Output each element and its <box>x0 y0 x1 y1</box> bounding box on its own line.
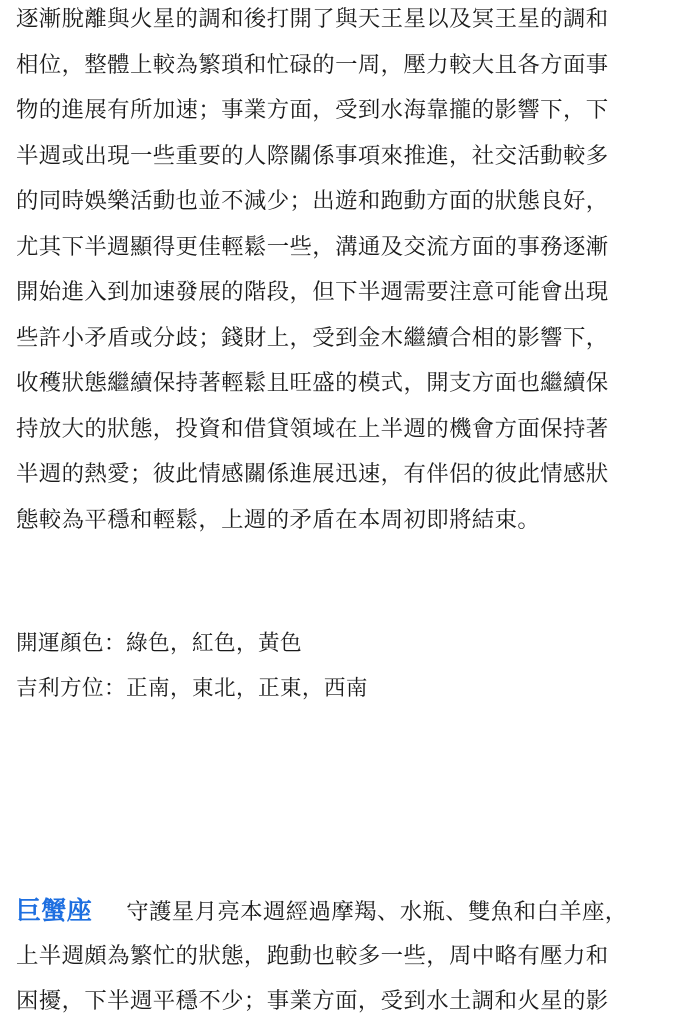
paragraph-line: 開始進入到加速發展的階段，但下半週需要注意可能會出現 <box>16 279 609 305</box>
cancer-heading-line <box>16 888 671 934</box>
cancer-intro-text: 守護星月亮本週經過摩羯、水瓶、雙魚和白羊座， <box>126 899 628 925</box>
paragraph-line: 尤其下半週顯得更佳輕鬆一些，溝通及交流方面的事務逐漸 <box>16 233 609 260</box>
lucky-color-row <box>16 621 666 666</box>
lucky-color-value: 綠色，紅色，黃色 <box>125 631 302 656</box>
paragraph-line: 半週或出現一些重要的人際關係事項來推進，社交活動較多 <box>16 142 609 169</box>
paragraph-line: 逐漸脫離與火星的調和後打開了與天王星以及冥王星的調和 <box>16 6 609 32</box>
paragraph-line: 困擾，下半週平穩不少；事業方面，受到水土調和火星的影 <box>16 988 609 1014</box>
cancer-section <box>16 888 671 1025</box>
paragraph-line: 的同時娛樂活動也並不減少；出遊和跑動方面的狀態良好， <box>16 188 609 214</box>
paragraph-line: 態較為平穩和輕鬆，上週的矛盾在本周初即將結束。 <box>16 506 541 533</box>
paragraph-line: 些許小矛盾或分歧；錢財上，受到金木繼續合相的影響下， <box>16 324 609 351</box>
paragraph-line: 收穫狀態繼續保持著輕鬆且旺盛的模式，開支方面也繼續保 <box>16 370 609 396</box>
paragraph-line: 持放大的狀態，投資和借貸領域在上半週的機會方面保持著 <box>16 415 609 442</box>
paragraph-line: 物的進展有所加速；事業方面，受到水海靠攏的影響下，下 <box>16 97 609 123</box>
paragraph-line: 上半週頗為繁忙的狀態，跑動也較多一些，周中略有壓力和 <box>16 942 609 969</box>
paragraph-line: 半週的熱愛；彼此情感關係進展迅速，有伴侶的彼此情感狀 <box>16 461 609 487</box>
lucky-direction-label: 吉利方位： <box>16 676 126 701</box>
horoscope-paragraph <box>16 0 666 543</box>
lucky-info <box>16 621 666 711</box>
lucky-direction-value: 正南，東北，正東，西南 <box>125 676 368 701</box>
paragraph-line: 相位，整體上較為繁瑣和忙碌的一周，壓力較大且各方面事 <box>16 51 609 78</box>
lucky-direction-row <box>16 666 666 711</box>
lucky-color-label: 開運顏色： <box>16 631 126 656</box>
cancer-title: 巨蟹座 <box>16 896 93 925</box>
